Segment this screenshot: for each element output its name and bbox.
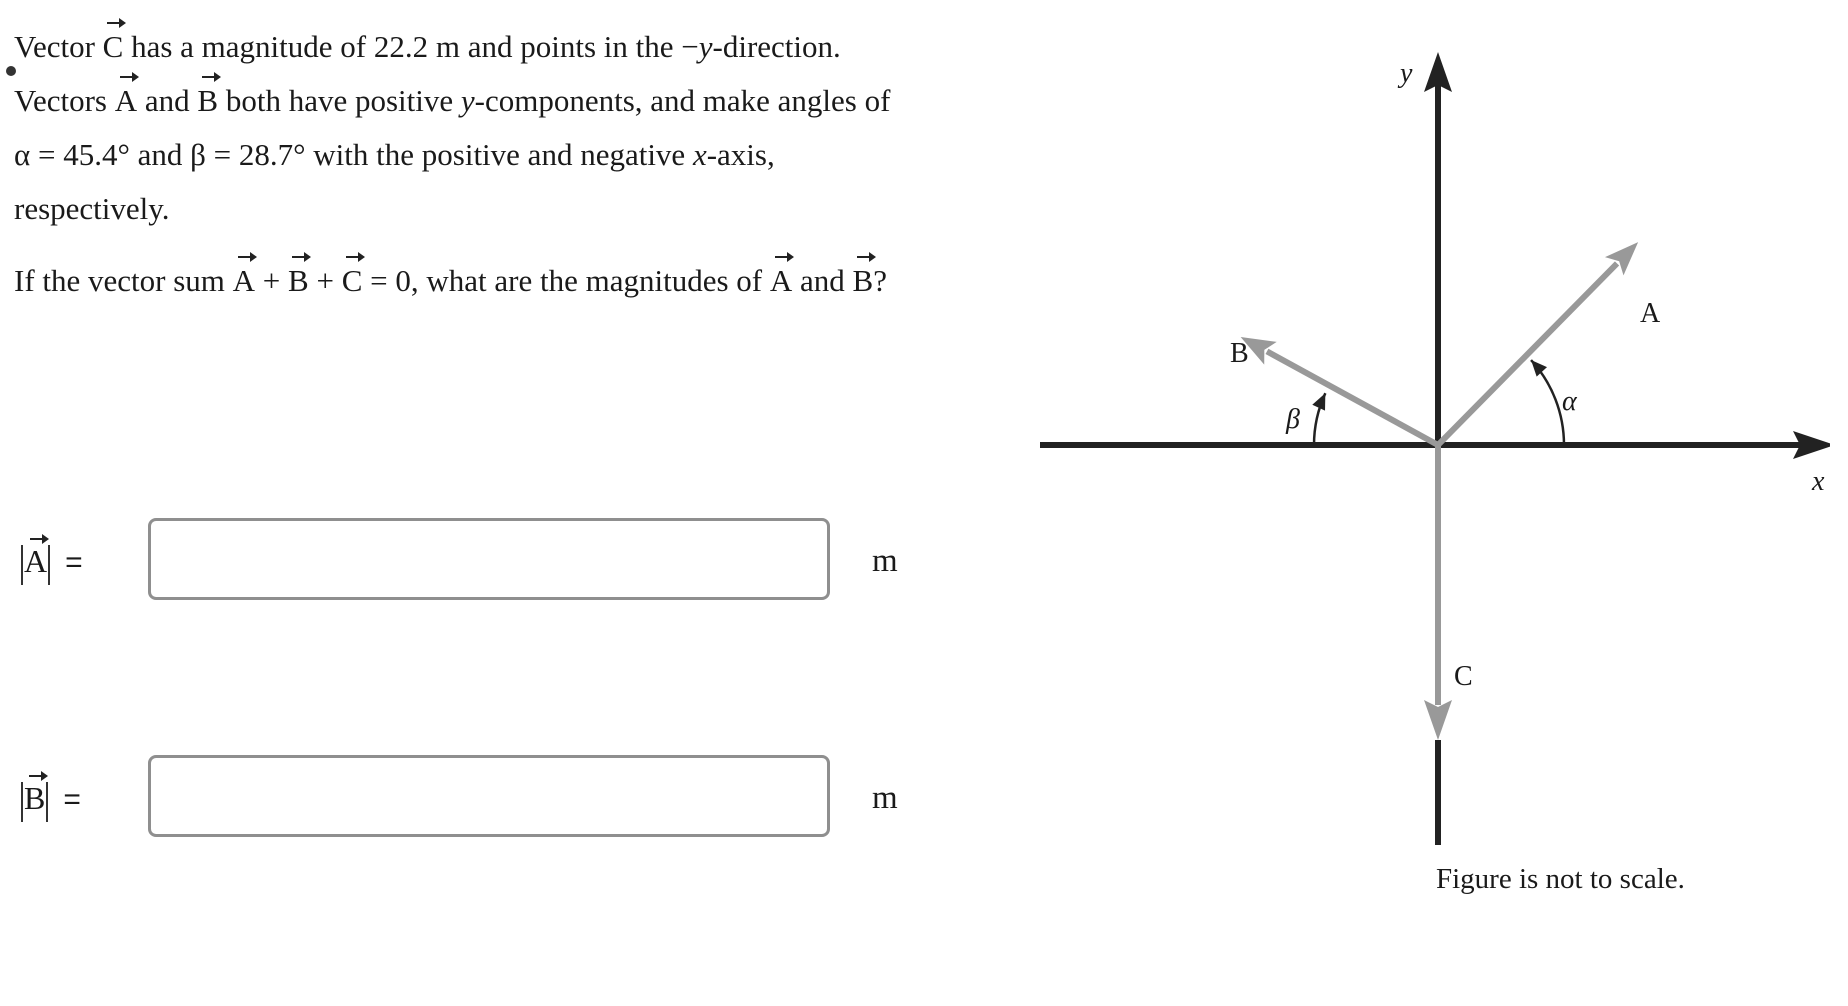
vector-diagram-svg — [1030, 40, 1830, 920]
vector-a-symbol: A — [115, 74, 137, 128]
vector-b-symbol: B — [24, 773, 45, 823]
vector-b-symbol: B — [288, 254, 309, 308]
vector-c-label: C — [1454, 661, 1473, 692]
text-segment: If the vector sum — [14, 263, 233, 298]
magnitude-b-label — [20, 773, 81, 825]
text-segment: -direction. Vectors — [14, 29, 841, 118]
text-segment-italic: x — [692, 137, 707, 172]
text-segment: ? — [873, 263, 887, 298]
abs-bar — [21, 545, 23, 585]
vector-diagram — [1030, 40, 1830, 920]
text-segment: -axis, respectively. — [14, 137, 775, 226]
text-segment: -components, and make angles of α = 45.4° and β = 28.7° with the positive and negative — [14, 83, 891, 172]
vector-c-arrowhead — [1424, 700, 1452, 740]
alpha-arc-arrowhead — [1531, 360, 1547, 377]
abs-bar — [48, 545, 50, 585]
vector-b-symbol: B — [197, 74, 218, 128]
text-segment-italic: y — [698, 29, 713, 64]
vector-a-symbol: A — [770, 254, 792, 308]
vector-a-symbol: A — [24, 536, 47, 586]
problem-statement — [14, 20, 914, 308]
vector-a-symbol: A — [233, 254, 255, 308]
text-segment: = 0, what are the magnitudes of — [362, 263, 770, 298]
answer-row-b — [20, 755, 940, 841]
text-segment: + — [255, 263, 289, 298]
figure-caption: Figure is not to scale. — [1436, 863, 1685, 895]
problem-paragraph-1 — [14, 20, 914, 236]
x-axis-label: x — [1812, 466, 1825, 497]
text-segment: and — [137, 83, 198, 118]
abs-bar — [46, 782, 48, 822]
alpha-label: α — [1562, 386, 1577, 417]
vector-b-label: B — [1230, 338, 1249, 369]
text-segment: both have positive — [218, 83, 461, 118]
equals-sign: = — [65, 546, 83, 579]
problem-paragraph-2 — [14, 254, 914, 308]
answer-row-a — [20, 518, 940, 604]
magnitude-b-input[interactable] — [148, 755, 830, 837]
text-segment: + — [308, 263, 342, 298]
unit-label-b: m — [872, 780, 898, 816]
unit-label-a: m — [872, 543, 898, 579]
equals-sign: = — [63, 783, 81, 816]
magnitude-a-label — [20, 536, 83, 588]
text-segment: and — [792, 263, 853, 298]
vector-c-symbol: C — [103, 20, 124, 74]
question-bullet — [6, 66, 16, 76]
vector-a-label: A — [1640, 298, 1661, 329]
vector-a-line — [1438, 263, 1617, 445]
text-segment: has a magnitude of 22.2 m and points in the − — [123, 29, 699, 64]
beta-label: β — [1286, 404, 1300, 435]
text-segment: Vector — [14, 29, 103, 64]
text-segment-italic: y — [460, 83, 475, 118]
y-axis-label: y — [1400, 58, 1413, 89]
vector-b-symbol: B — [853, 254, 874, 308]
magnitude-a-input[interactable] — [148, 518, 830, 600]
abs-bar — [21, 782, 23, 822]
vector-c-symbol: C — [342, 254, 363, 308]
